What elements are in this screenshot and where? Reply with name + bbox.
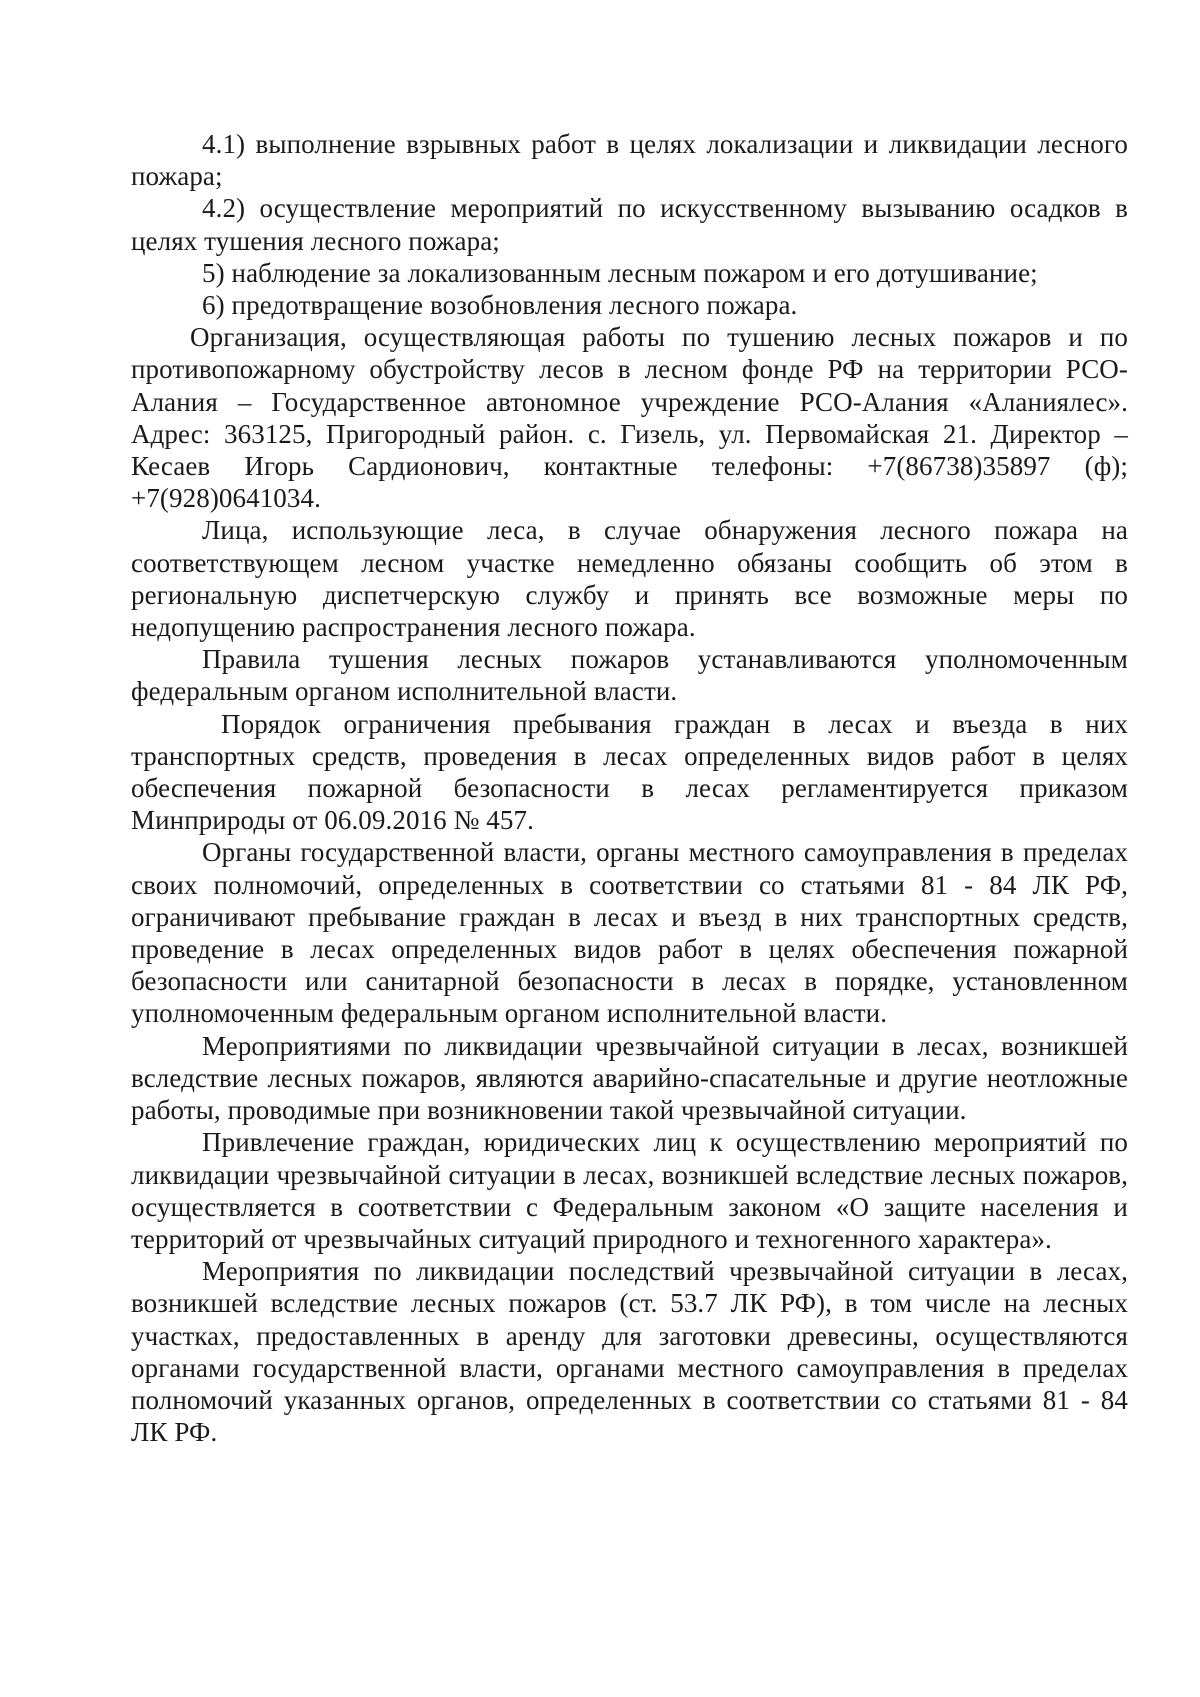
paragraph-organization: Организация, осуществляющая работы по тушению лесных пожаров и по противопожарному обустройству лесов в лесном фонде РФ на территории РСО-Алания – Государственное автономное учреждение РСО-Алания «Аланиялес». Адрес: 363125, Пригородный район. с. Гизель, ул. Первомайская 21. Директор – Кесаев Игорь Сардионович, контактные телефоны: +7(86738)35897 (ф); +7(928)0641034. <box>131 322 1128 514</box>
document-body <box>131 128 1128 1448</box>
paragraph-citizen-involvement: Привлечение граждан, юридических лиц к осуществлению мероприятий по ликвидации чрезвычайной ситуации в лесах, возникшей вследствие лесных пожаров, осуществляется в соответствии с Федеральным законом «О защите населения и территорий от чрезвычайных ситуаций природного и техногенного характера». <box>131 1127 1128 1254</box>
paragraph-consequences-elimination: Мероприятия по ликвидации последствий чрезвычайной ситуации в лесах, возникшей вследствие лесных пожаров (ст. 53.7 ЛК РФ), в том числе на лесных участках, предоставленных в аренду для заготовки древесины, осуществляются органами государственной власти, органами местного самоуправления в пределах полномочий указанных органов, определенных в соответствии со статьями 81 - 84 ЛК РФ. <box>131 1256 1128 1448</box>
paragraph-item-4-1: 4.1) выполнение взрывных работ в целях локализации и ликвидации лесного пожара; <box>131 129 1128 192</box>
paragraph-restriction-order: Порядок ограничения пребывания граждан в лесах и въезда в них транспортных средств, проведения в лесах определенных видов работ в целях обеспечения пожарной безопасности в лесах регламентируется приказом Минприроды от 06.09.2016 № 457. <box>131 708 1128 836</box>
paragraph-forest-users: Лица, использующие леса, в случае обнаружения лесного пожара на соответствующем лесном участке немедленно обязаны сообщить об этом в региональную диспетчерскую службу и принять все возможные меры по недопущению распространения лесного пожара. <box>131 515 1128 643</box>
paragraph-item-4-2: 4.2) осуществление мероприятий по искусственному вызыванию осадков в целях тушения лесного пожара; <box>131 193 1128 256</box>
paragraph-item-6: 6) предотвращение возобновления лесного пожара. <box>202 290 798 321</box>
paragraph-extinguishing-rules: Правила тушения лесных пожаров устанавливаются уполномоченным федеральным органом исполнительной власти. <box>131 644 1128 707</box>
paragraph-item-5: 5) наблюдение за локализованным лесным пожаром и его дотушивание; <box>202 257 1038 288</box>
paragraph-emergency-measures: Мероприятиями по ликвидации чрезвычайной ситуации в лесах, возникшей вследствие лесных пожаров, являются аварийно-спасательные и другие неотложные работы, проводимые при возникновении такой чрезвычайной ситуации. <box>131 1030 1128 1126</box>
paragraph-authorities-restrictions: Органы государственной власти, органы местного самоуправления в пределах своих полномочий, определенных в соответствии со статьями 81 - 84 ЛК РФ, ограничивают пребывание граждан в лесах и въезд в них транспортных средств, проведение в лесах определенных видов работ в целях обеспечения пожарной безопасности или санитарной безопасности в лесах в порядке, установленном уполномоченным федеральным органом исполнительной власти. <box>131 837 1128 1029</box>
